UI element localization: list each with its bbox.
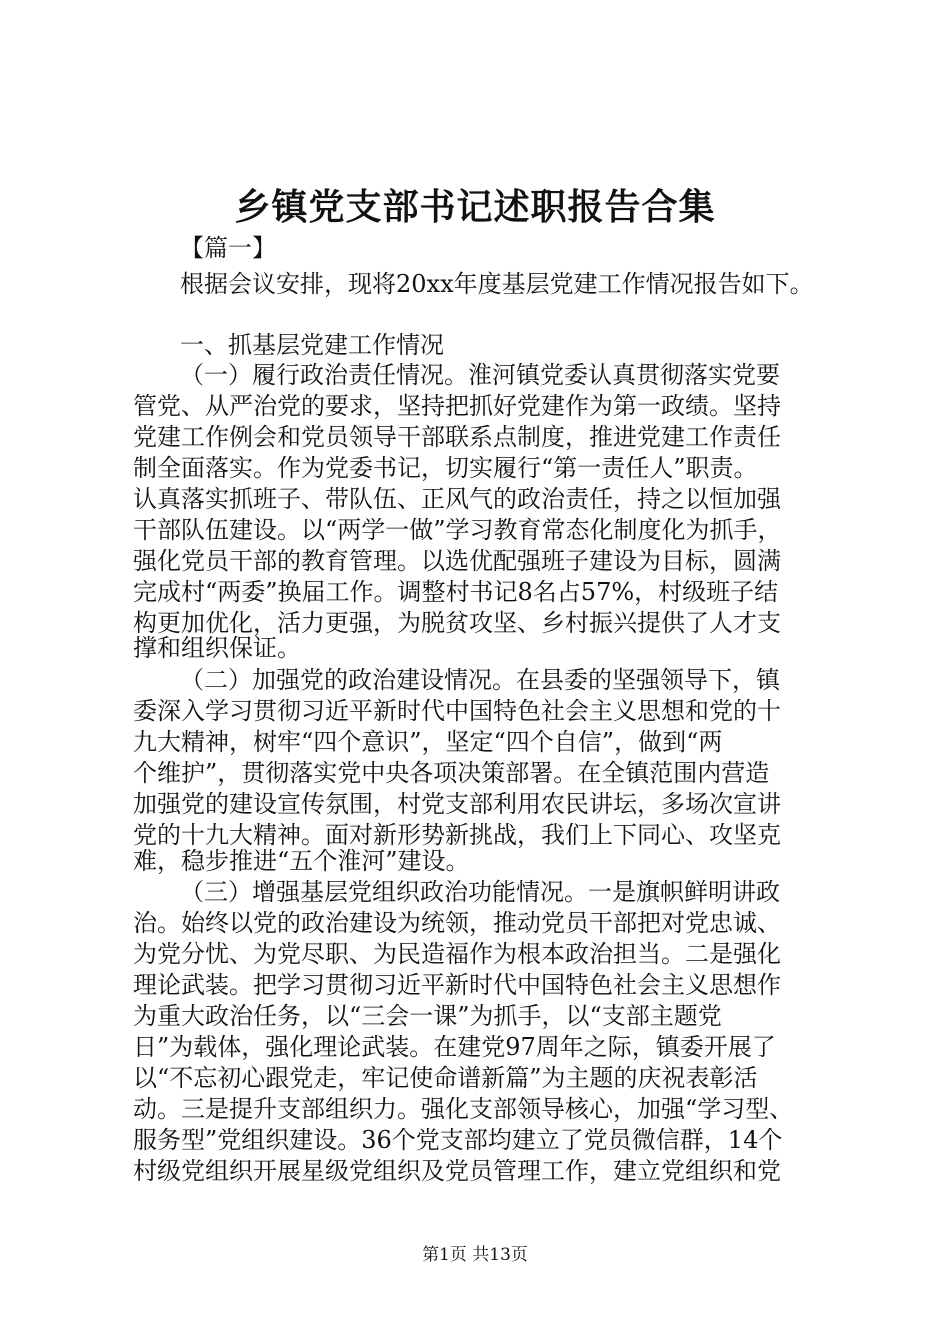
paragraph-line: 委深入学习贯彻习近平新时代中国特色社会主义思想和党的十: [133, 697, 781, 725]
paragraph-line: 难，稳步推进“五个淮河”建设。: [133, 847, 470, 875]
paragraph-line: 管党、从严治党的要求，坚持把抓好党建作为第一政绩。坚持: [133, 392, 781, 420]
paragraph-line: 党的十九大精神。面对新形势新挑战，我们上下同心、攻坚克: [133, 821, 781, 849]
paragraph-line: （三）增强基层党组织政治功能情况。一是旗帜鲜明讲政: [180, 878, 780, 906]
document-title: 乡镇党支部书记述职报告合集: [234, 186, 716, 228]
paragraph-line: 构更加优化，活力更强，为脱贫攻坚、乡村振兴提供了人才支: [133, 609, 781, 637]
paragraph-line: 日”为载体，强化理论武装。在建党97周年之际，镇委开展了: [133, 1033, 776, 1061]
paragraph-line: 根据会议安排，现将20xx年度基层党建工作情况报告如下。: [180, 270, 814, 298]
paragraph-line: 完成村“两委”换届工作。调整村书记8名占57%，村级班子结: [133, 578, 779, 606]
paragraph-line: 服务型”党组织建设。36个党支部均建立了党员微信群，14个: [133, 1126, 783, 1154]
paragraph-line: （二）加强党的政治建设情况。在县委的坚强领导下，镇: [180, 666, 780, 694]
paragraph-line: 九大精神，树牢“四个意识”，坚定“四个自信”，做到“两: [133, 728, 723, 756]
paragraph-line: 为重大政治任务，以“三会一课”为抓手，以“支部主题党: [133, 1002, 722, 1030]
paragraph-line: （一）履行政治责任情况。淮河镇党委认真贯彻落实党要: [180, 361, 780, 389]
paragraph-line: 为党分忧、为党尽职、为民造福作为根本政治担当。二是强化: [133, 940, 781, 968]
paragraph-line: 个维护”，贯彻落实党中央各项决策部署。在全镇范围内营造: [133, 759, 770, 787]
paragraph-heading: 一、抓基层党建工作情况: [180, 331, 444, 359]
paragraph-line: 加强党的建设宣传氛围，村党支部利用农民讲坛，多场次宣讲: [133, 790, 781, 818]
section-heading: 【篇一】: [180, 234, 276, 262]
paragraph-line: 认真落实抓班子、带队伍、正风气的政治责任，持之以恒加强: [133, 485, 781, 513]
paragraph-line: 强化党员干部的教育管理。以选优配强班子建设为目标，圆满: [133, 547, 781, 575]
paragraph-line: 理论武装。把学习贯彻习近平新时代中国特色社会主义思想作: [133, 971, 781, 999]
paragraph-line: 动。三是提升支部组织力。强化支部领导核心，加强“学习型、: [133, 1095, 794, 1123]
paragraph-line: 制全面落实。作为党委书记，切实履行“第一责任人”职责。: [133, 454, 758, 482]
paragraph-line: 党建工作例会和党员领导干部联系点制度，推进党建工作责任: [133, 423, 781, 451]
paragraph-line: 治。始终以党的政治建设为统领，推动党员干部把对党忠诚、: [133, 909, 781, 937]
paragraph-line: 以“不忘初心跟党走，牢记使命谱新篇”为主题的庆祝表彰活: [133, 1064, 758, 1092]
paragraph-line: 村级党组织开展星级党组织及党员管理工作，建立党组织和党: [133, 1157, 781, 1185]
paragraph-line: 撑和组织保证。: [133, 634, 301, 662]
paragraph-line: 干部队伍建设。以“两学一做”学习教育常态化制度化为抓手，: [133, 516, 782, 544]
page-number-footer: 第1页 共13页: [422, 1245, 528, 1265]
